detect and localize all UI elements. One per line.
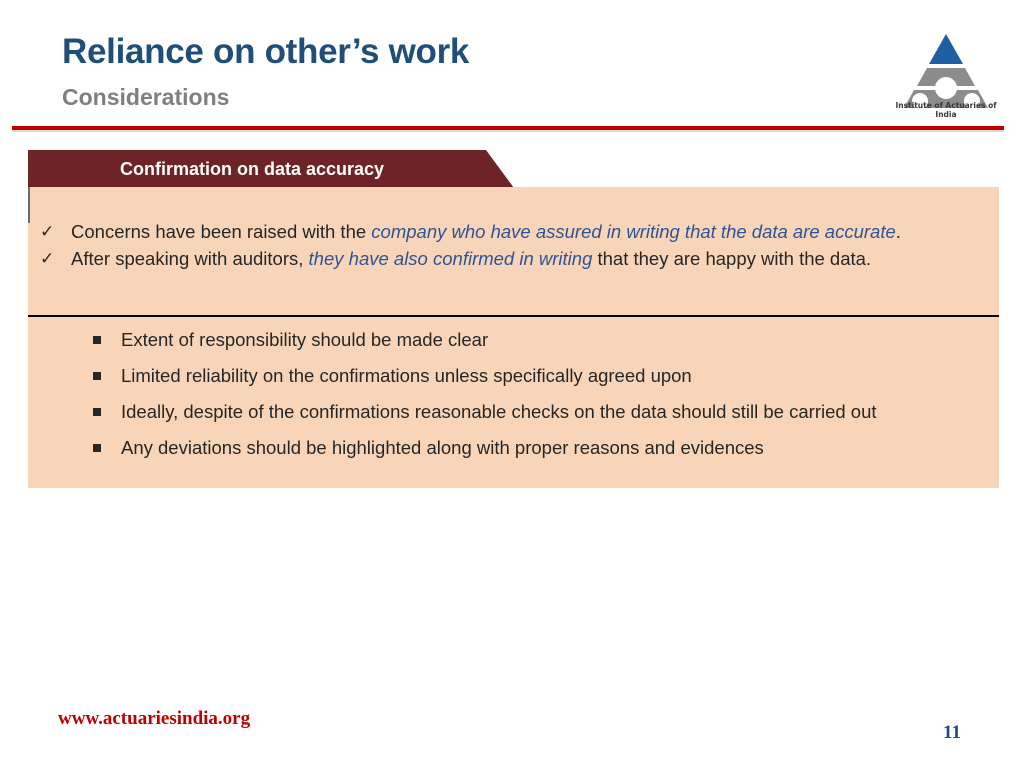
list-item-text: Ideally, despite of the confirmations reasonable checks on the data should still be carried out <box>121 401 877 422</box>
page-number: 11 <box>943 722 961 743</box>
list-item-text: Extent of responsibility should be made clear <box>121 329 489 350</box>
check-item-text-end: . <box>895 221 901 242</box>
square-bullet-icon <box>93 444 101 452</box>
slide-subtitle: Considerations <box>62 84 230 110</box>
check-item-text-end: that they are happy with the data. <box>592 248 872 269</box>
section-tab-label: Confirmation on data accuracy <box>120 159 385 179</box>
header-divider <box>12 126 1004 132</box>
section-tab <box>28 150 514 188</box>
checkmark-icon: ✓ <box>40 222 55 241</box>
list-item-text: Limited reliability on the confirmations unless specifically agreed upon <box>121 365 692 386</box>
confirmation-list <box>40 218 995 272</box>
list-item <box>90 398 995 434</box>
footer-website-link[interactable]: www.actuariesindia.org <box>58 708 251 729</box>
square-bullet-icon <box>93 336 101 344</box>
logo-caption: Institute of Actuaries of India <box>895 101 997 119</box>
panel-left-edge <box>28 187 30 223</box>
panel-divider <box>28 315 999 317</box>
list-item <box>90 362 995 398</box>
square-bullet-icon <box>93 408 101 416</box>
institute-logo <box>896 30 996 112</box>
check-item-emphasis: they have also confirmed in writing <box>308 248 593 269</box>
considerations-list <box>90 326 995 470</box>
check-item <box>40 245 995 272</box>
list-item <box>90 326 995 362</box>
check-item-emphasis: company who have assured in writing that the data are accurate <box>371 221 896 242</box>
list-item-text: Any deviations should be highlighted along with proper reasons and evidences <box>121 437 764 458</box>
slide-title: Reliance on other’s work <box>62 32 470 71</box>
square-bullet-icon <box>93 372 101 380</box>
checkmark-icon: ✓ <box>40 249 55 268</box>
check-item <box>40 218 995 245</box>
list-item <box>90 434 995 470</box>
check-item-text: Concerns have been raised with the <box>71 221 372 242</box>
check-item-text: After speaking with auditors, <box>71 248 309 269</box>
